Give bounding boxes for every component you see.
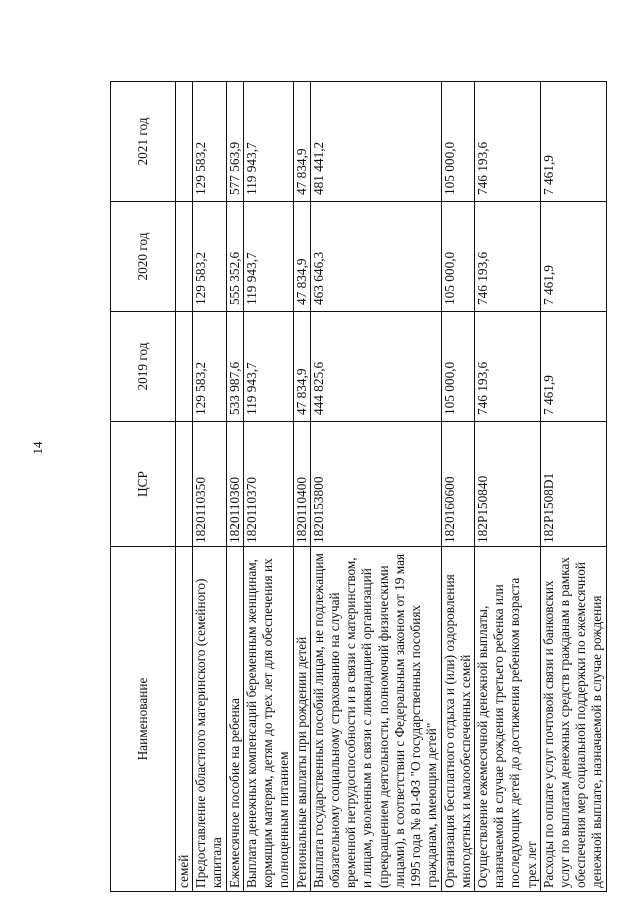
row-2020: 555 352,6 (226, 202, 243, 312)
header-name: Наименование (111, 547, 176, 892)
row-code: 1820153800 (310, 422, 441, 547)
row-name: Региональные выплаты при рождении детей (293, 547, 310, 892)
row-name: Выплата государственных пособий лицам, не подлежащим обязательному социальному страхованию на случай временной нетрудоспособности и в связи с материнством, и лицам, уволенным в связи с ликвидацией организаций (прекращением деятельности, полномочий физическими лицами), в соответствии с Федеральным законом от 19 мая 1995 года № 81-ФЗ "О государственных пособиях гражданам, имеющим детей" (310, 547, 441, 892)
table-header-row (111, 82, 176, 892)
row-2019: 129 583,2 (193, 312, 226, 422)
row-name: Расходы по оплате услуг почтовой связи и банковских услуг по выплатам денежных средств гражданам в рамках обеспечения мер социальной поддержки по ежемесячной денежной выплате, назначаемой в случае рождения (540, 547, 606, 892)
table-row (243, 82, 293, 892)
table-row (474, 82, 540, 892)
row-code: 1820160600 (441, 422, 474, 547)
row-2020: 7 461,9 (540, 202, 606, 312)
row-2019: 444 825,6 (310, 312, 441, 422)
table-row (540, 82, 606, 892)
row-code (176, 422, 193, 547)
row-2021: 119 943,7 (243, 82, 293, 202)
row-name: Выплата денежных компенсаций беременным женщинам, кормящим матерям, детям до трех лет для обеспечения их полноценным питанием (243, 547, 293, 892)
row-code: 182P150840 (474, 422, 540, 547)
row-2021 (176, 82, 193, 202)
row-2021: 577 563,9 (226, 82, 243, 202)
row-2021: 129 583,2 (193, 82, 226, 202)
table-row (293, 82, 310, 892)
row-2020: 463 646,3 (310, 202, 441, 312)
budget-table (110, 81, 607, 892)
row-code: 182P1508D1 (540, 422, 606, 547)
row-2019: 746 193,6 (474, 312, 540, 422)
header-2019: 2019 год (111, 312, 176, 422)
row-code: 1820110360 (226, 422, 243, 547)
row-2019: 533 987,6 (226, 312, 243, 422)
row-name: Осуществление ежемесячной денежной выплаты, назначаемой в случае рождения третьего ребенка или последующих детей до достижения ребенком возраста трех лет (474, 547, 540, 892)
row-code: 1820110350 (193, 422, 226, 547)
table-row (193, 82, 226, 892)
page-number: 14 (30, 441, 45, 455)
table-row (310, 82, 441, 892)
rotated-page-content (110, 82, 605, 892)
row-name: Ежемесячное пособие на ребенка (226, 547, 243, 892)
row-2020: 746 193,6 (474, 202, 540, 312)
row-code: 1820110370 (243, 422, 293, 547)
row-name: семей (176, 547, 193, 892)
row-2020: 119 943,7 (243, 202, 293, 312)
row-2019: 7 461,9 (540, 312, 606, 422)
row-code: 1820110400 (293, 422, 310, 547)
row-2021: 7 461,9 (540, 82, 606, 202)
row-2020: 105 000,0 (441, 202, 474, 312)
row-2021: 481 441,2 (310, 82, 441, 202)
table-row (441, 82, 474, 892)
row-2019 (176, 312, 193, 422)
header-code: ЦСР (111, 422, 176, 547)
row-2021: 746 193,6 (474, 82, 540, 202)
row-name: Предоставление областного материнского (семейного) капитала (193, 547, 226, 892)
row-2019: 47 834,9 (293, 312, 310, 422)
row-2019: 105 000,0 (441, 312, 474, 422)
table-row (226, 82, 243, 892)
table-row (176, 82, 193, 892)
row-2020: 47 834,9 (293, 202, 310, 312)
row-2020: 129 583,2 (193, 202, 226, 312)
row-2021: 47 834,9 (293, 82, 310, 202)
row-2021: 105 000,0 (441, 82, 474, 202)
row-2019: 119 943,7 (243, 312, 293, 422)
row-name: Организация бесплатного отдыха и (или) оздоровления многодетных и малообеспеченных семей (441, 547, 474, 892)
header-2020: 2020 год (111, 202, 176, 312)
row-2020 (176, 202, 193, 312)
header-2021: 2021 год (111, 82, 176, 202)
